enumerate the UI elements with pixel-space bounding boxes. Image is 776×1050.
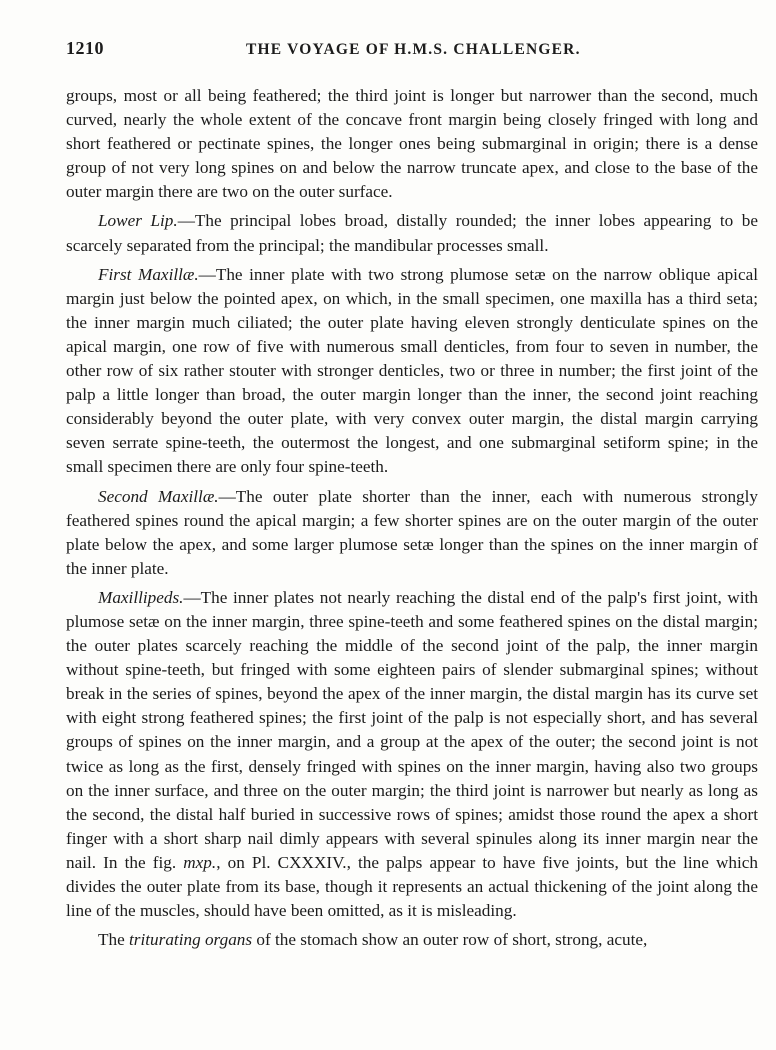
paragraph-maxillipeds xyxy=(66,586,758,923)
section-heading-second-maxillae: Second Maxillæ. xyxy=(98,486,219,506)
paragraph-continued xyxy=(66,84,758,204)
paragraph-lead: The xyxy=(98,930,130,950)
paragraph-text: groups, most or all being feathered; the third joint is longer but narrower than the second, much curved, nearly the whole extent of the concave front margin being closely fringed with long and short feathered or pectinate spines, the longer ones being submarginal in origin; there is a dense group of not very long spines on and below the narrow truncate apex, and close to the base of the outer margin there are two on the outer surface. xyxy=(66,86,758,202)
body-text xyxy=(66,84,758,952)
running-title: THE VOYAGE OF H.M.S. CHALLENGER. xyxy=(246,41,581,58)
section-heading-triturating-organs: triturating organs xyxy=(129,930,253,950)
paragraph-text: —The principal lobes broad, distally rounded; the inner lobes appearing to be scarcely separated from the principal; the mandibular processes small. xyxy=(66,211,758,255)
paragraph-text: —The inner plates not nearly reaching the distal end of the palp's first joint, with plumose setæ on the inner margin, three spine-teeth and some feathered spines on the distal margin; the outer plates scarcely reaching the middle of the second joint of the palp, the inner margin without spine-teeth, but fringed with some eighteen pairs of slender submarginal spines; without break in the series of spines, beyond the apex of the inner margin, the distal margin has its curve set with eight strong feathered spines; the first joint of the palp is not especially short, and has several groups of spines on the inner margin, and a group at the apex of the outer; the second joint is not twice as long as the first, densely fringed with spines on the inner margin, having also two groups on the inner surface, and three on the outer margin; the third joint is narrower but nearly as long as the second, the distal half buried in successive rows of spines; amidst those round the apex a short finger with a short sharp nail dimly appears with several spinules along its inner margin near the nail. In the fig. xyxy=(66,587,758,872)
paragraph-first-maxillae xyxy=(66,263,758,480)
book-page xyxy=(66,38,758,957)
paragraph-text: of the stomach show an outer row of short, strong, acute, xyxy=(252,930,648,950)
page-number: 1210 xyxy=(66,38,104,58)
paragraph-text: —The outer plate shorter than the inner, each with numerous strongly feathered spines round the apical margin; a few shorter spines are on the outer margin of the outer plate below the apex, and some larger plumose setæ longer than the spines on the inner margin of the inner plate. xyxy=(66,486,758,578)
paragraph-triturating-organs xyxy=(66,928,758,952)
paragraph-text-continued: , on Pl. CXXXIV., the palps appear to have five joints, but the line which divides the outer plate from its base, though it represents an actual thickening of the joint along the line of the muscles, should have been omitted, as it is misleading. xyxy=(66,852,758,921)
paragraph-second-maxillae xyxy=(66,485,758,581)
section-heading-maxillipeds: Maxillipeds. xyxy=(98,587,184,607)
section-heading-first-maxillae: First Maxillæ. xyxy=(98,264,199,284)
section-heading-lower-lip: Lower Lip. xyxy=(98,211,178,231)
figure-reference: mxp. xyxy=(183,852,217,872)
paragraph-text: —The inner plate with two strong plumose setæ on the narrow oblique apical margin just below the pointed apex, on which, in the small specimen, one maxilla has a third seta; the inner margin much ciliated; the outer plate having eleven strongly denticulate spines on the apical margin, one row of five with numerous small denticles, from four to seven in number, the other row of six rather stouter with stronger denticles, two or three in number; the first joint of the palp a little longer than broad, the outer margin longer than the inner, the second joint reaching considerably beyond the outer plate, with very convex outer margin, the distal margin carrying seven serrate spine-teeth, the outermost the longest, and one submarginal setiform spine; in the small specimen there are only four spine-teeth. xyxy=(66,264,758,477)
paragraph-lower-lip xyxy=(66,209,758,257)
page-header xyxy=(66,38,758,68)
